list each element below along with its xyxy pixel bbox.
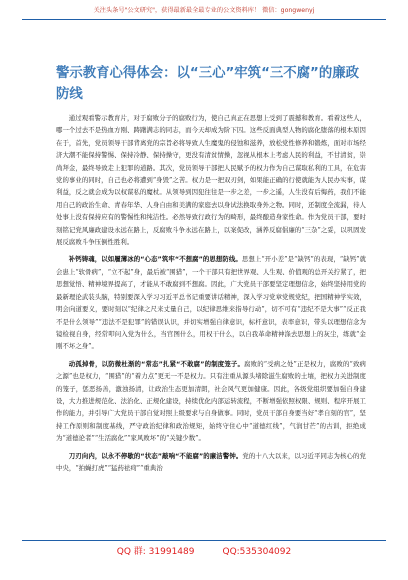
section-paragraph-1: [56, 253, 366, 352]
intro-paragraph: 通过观看警示教育片，对于腐败分子的腐败行为，使自己真正在思想上受到了震撼和教育。看着这些人，哪一个过去不是热血方刚、踌躇满志的同志，而今天却成为阶下囚。这些反面典型人物的腐化堕落的根本原因在于，首先，党员领导干部背离党的宗旨必将导致人生魔鬼的侵蚀和滋养，放松党性修养和锻炼，面对市场经济大潮不能保持警惕、保持冷静、保持操守，更没有清贫情操，忽视从根本上考虑人民的利益，不甘清贫，崇尚拜金，最终导致走上犯罪的道路。其次，党员领导干部把人民赋予的权力作为自己谋取私利的工具，在危害党的事业的同时，自己也必将遭到“身毁”之苦。权力是一把双刃剑，如果能正确的行使就能为人民办实事，谋利益，反之就会成为以权谋私的魔杖。从领导到因犯往往是一步之差，一步之遥，人生没有后悔药，我们不能用自己的政治生命、青春年华、人身自由和美满的家庭去以身试法换取身外之物。同时，还制度全流漏，待人处事上没有保持应有的警惕性和纯洁性。必然导致行政行为的畸形，最终酿造身家性命。作为党员干部，要时刻铭记党风廉政建设永远在路上，反腐败斗争永远在路上，以案促改，涵养反腐倡廉的“三杂”之妥，以巩固发展反腐败斗争压倒性胜利。: [56, 114, 366, 247]
section-heading-3: 刀刃向内，以永不停歇的“状态”敲响“不能腐”的廉洁警钟。: [68, 451, 243, 460]
top-banner: 关注头条号"公文研究"，获得最新最全最专业的公文资料库！ 微信：gongwenyj: [93, 7, 315, 14]
footer-qq: QQ:535304092: [222, 547, 292, 557]
section-heading-1: 补钙铸魂，以如履薄冰的“心态”筑牢“不想腐”的思想防线。: [68, 255, 242, 264]
footer-qq-group: QQ 群: 31991489: [116, 547, 195, 557]
footer-contact: [0, 545, 408, 559]
section-paragraph-2: [56, 358, 366, 445]
document-title: 警示教育心得体会：以“三心”牢筑“三不腐”的廉政防线: [56, 66, 360, 102]
section-body-1: 思想上“开小差”是“缺钙”的表现，“缺钙”就会患上“软骨病”，“立不起”身，最后被“围猎”，一个干部只有把世界观、人生观、价值观的总开关拧紧了，把思想觉悟、精神境界提高了，才能从不敢腐到不想腐。因此，广大党员干部要坚定理想信念，始终坚持用党的最新理论武装头脑，特别要深入学习习近平总书记重要讲话精神，深入学习党章党规党纪，把国精神学实效，明会向道要义，要时刻以“纪律之尺来丈量自己，以纪律思维来指导行动”，切不可有“违纪不是大事”“反正我不是什么领导”“违法不是犯罪”的错误认识，并切实增强自律意识，标杆意识，表率意识，带头以理想信念为镜检视自身，经常叩问入党为什么，当官图什么，用权干什么，以自我革命精神涤去思想上的灰尘，练就“金刚不坏之身”。: [56, 255, 367, 351]
section-paragraph-3: [56, 450, 366, 475]
section-body-2: 腐败的“受病之处”正是权力，腐败的“致病之源”也是权力，“围猎”的“着力点”更无一不是权力。只有注重从源头堵除滋生腐败的土壤，把权力关进制度的笼子，惩恶扬善，激浊扬清，让政治生态更加清朗，社会风气更加健康。因此，各级党组织要加强自身建设，大力推进规范化、法治化、正规化建设，持续优化内部运转流程，不断增强依照权限、规则、程序开展工作的能力，并引导广大党员干部自觉对照上级要求与自身做事。同时，党员干部自身要当好“孝自刻的官”，坚持工作原则和制度基线，严守政治纪律和政治规矩，始终守住心中“道德红线”，气润甘芒”的古训，拒绝成为“道德论者”“生活腐化”“家风败坏”的“关键少数”。: [56, 359, 366, 443]
header-divider: [22, 19, 386, 20]
footer-divider: [22, 540, 386, 541]
section-body-3: 党的十八大以来，以习近平同志为核心的党中央，“拍蝇打虎”“猛药祛疴”“重典治: [56, 451, 367, 472]
section-heading-2: 动孤掉骨，以防微杜渐的“常态”扎紧“不敢腐”的制度笼子。: [68, 359, 245, 368]
document-body: [56, 112, 366, 479]
